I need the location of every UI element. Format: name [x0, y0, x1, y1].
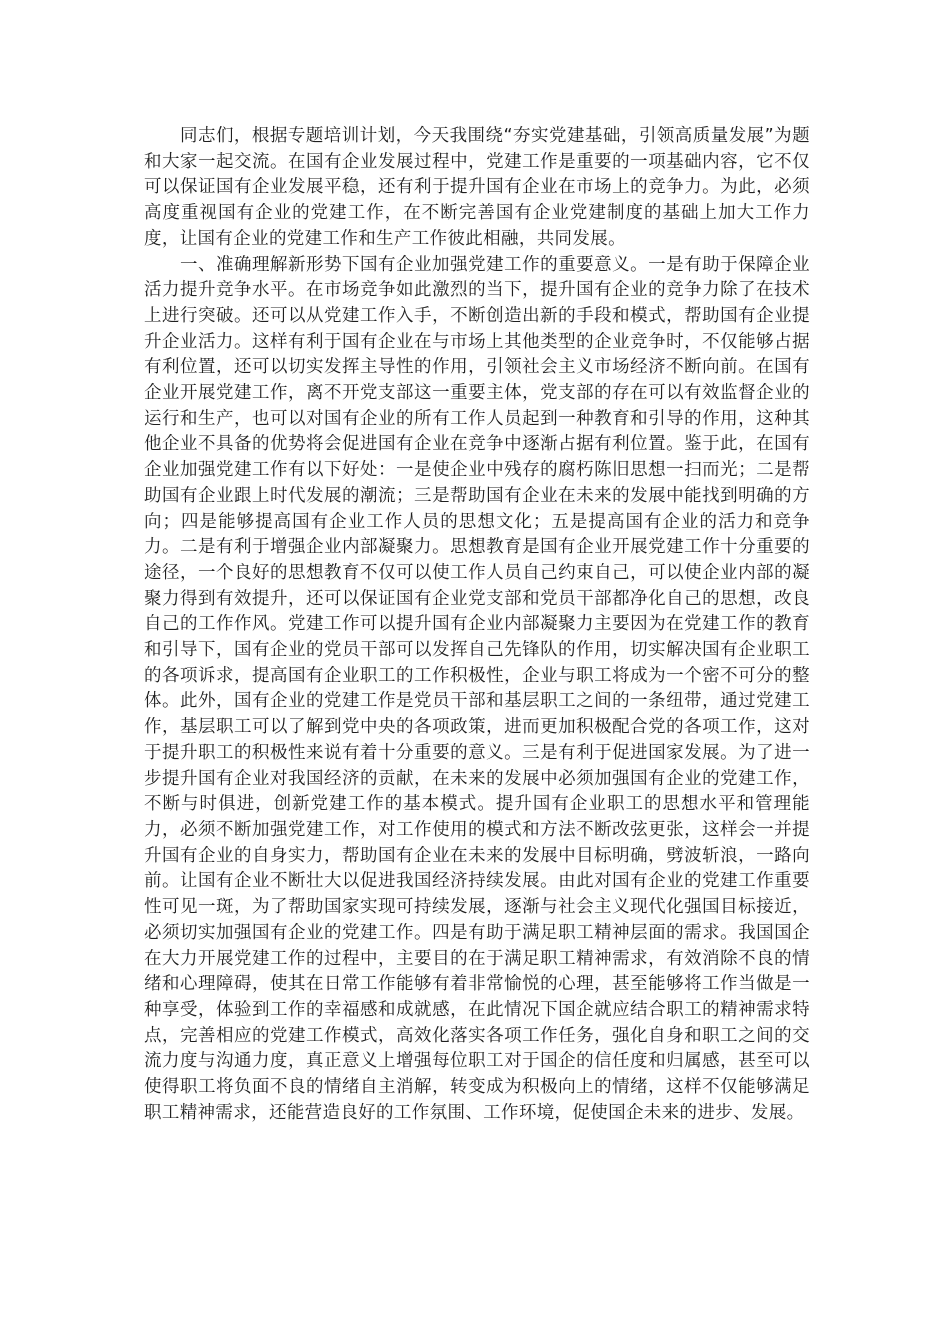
document-body	[144, 124, 810, 1126]
paragraph-intro: 同志们，根据专题培训计划，今天我围绕“夯实党建基础，引领高质量发展”为题和大家一起交流。在国有企业发展过程中，党建工作是重要的一项基础内容，它不仅可以保证国有企业发展平稳，还有利于提升国有企业在市场上的竞争力。为此，必须高度重视国有企业的党建工作，在不断完善国有企业党建制度的基础上加大工作力度，让国有企业的党建工作和生产工作彼此相融，共同发展。	[144, 126, 810, 249]
paragraph-section-one: 一、准确理解新形势下国有企业加强党建工作的重要意义。一是有助于保障企业活力提升竞争水平。在市场竞争如此激烈的当下，提升国有企业的竞争力除了在技术上进行突破。还可以从党建工作入手，不断创造出新的手段和模式，帮助国有企业提升企业活力。这样有利于国有企业在与市场上其他类型的企业竞争时，不仅能够占据有利位置，还可以切实发挥主导性的作用，引领社会主义市场经济不断向前。在国有企业开展党建工作，离不开党支部这一重要主体，党支部的存在可以有效监督企业的运行和生产，也可以对国有企业的所有工作人员起到一种教育和引导的作用，这种其他企业不具备的优势将会促进国有企业在竞争中逐渐占据有利位置。鉴于此，在国有企业加强党建工作有以下好处：一是使企业中残存的腐朽陈旧思想一扫而光；二是帮助国有企业跟上时代发展的潮流；三是帮助国有企业在未来的发展中能找到明确的方向；四是能够提高国有企业工作人员的思想文化；五是提高国有企业的活力和竞争力。二是有利于增强企业内部凝聚力。思想教育是国有企业开展党建工作十分重要的途径，一个良好的思想教育不仅可以使工作人员自己约束自己，可以使企业内部的凝聚力得到有效提升，还可以保证国有企业党支部和党员干部都净化自己的思想，改良自己的工作作风。党建工作可以提升国有企业内部凝聚力主要因为在党建工作的教育和引导下，国有企业的党员干部可以发挥自己先锋队的作用，切实解决国有企业职工的各项诉求，提高国有企业职工的工作积极性，企业与职工将成为一个密不可分的整体。此外，国有企业的党建工作是党员干部和基层职工之间的一条纽带，通过党建工作，基层职工可以了解到党中央的各项政策，进而更加积极配合党的各项工作，这对于提升职工的积极性来说有着十分重要的意义。三是有利于促进国家发展。为了进一步提升国有企业对我国经济的贡献，在未来的发展中必须加强国有企业的党建工作，不断与时俱进，创新党建工作的基本模式。提升国有企业职工的思想水平和管理能力，必须不断加强党建工作，对工作使用的模式和方法不断改弦更张，这样会一并提升国有企业的自身实力，帮助国有企业在未来的发展中目标明确，劈波斩浪，一路向前。让国有企业不断壮大以促进我国经济持续发展。由此对国有企业的党建工作重要性可见一斑，为了帮助国家实现可持续发展，逐渐与社会主义现代化强国目标接近，必须切实加强国有企业的党建工作。四是有助于满足职工精神层面的需求。我国国企在大力开展党建工作的过程中，主要目的在于满足职工精神需求，有效消除不良的情绪和心理障碍，使其在日常工作能够有着非常愉悦的心理，甚至能够将工作当做是一种享受，体验到工作的幸福感和成就感，在此情况下国企就应结合职工的精神需求特点，完善相应的党建工作模式，高效化落实各项工作任务，强化自身和职工之间的交流力度与沟通力度，真正意义上增强每位职工对于国企的信任度和归属感，甚至可以使得职工将负面不良的情绪自主消解，转变成为积极向上的情绪，这样不仅能够满足职工精神需求，还能营造良好的工作氛围、工作环境，促使国企未来的进步、发展。	[144, 254, 810, 1123]
